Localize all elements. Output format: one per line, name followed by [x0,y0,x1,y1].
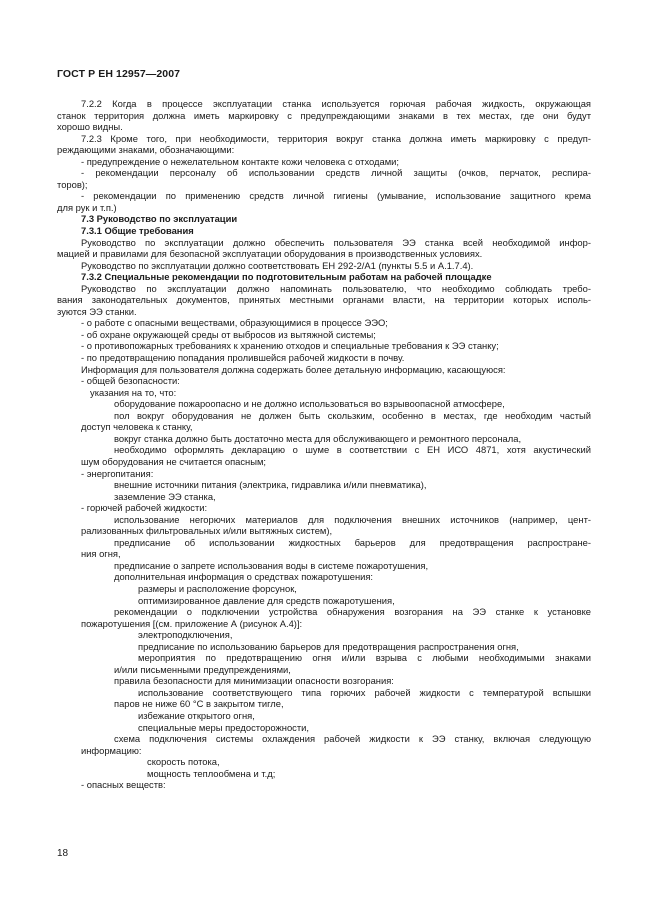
text-line: 7.2.2 Когда в процессе эксплуатации станка используется горючая рабочая жидкость, окружающая [81,98,591,109]
text-line: 7.3.1 Общие требования [81,225,194,237]
text-line: размеры и расположение форсунок, [138,582,297,594]
text-line: - о работе с опасными веществами, образующимися в процессе ЭЭО; [81,317,388,329]
text-line: и/или письменными предупреждениями, [114,663,291,675]
text-line: использование соответствующего типа горючих рабочей жидкости с температурой вспышки [138,686,591,698]
text-line: мероприятия по предотвращению огня и/или взрыва с любыми необходимыми знаками [138,652,591,664]
text-line: избежание открытого огня, [138,709,255,721]
text-line: рализованных фильтровальных и/или вытяжных систем), [81,525,333,537]
text-line: зуются ЭЭ станки. [57,305,137,317]
text-line: предписание об использовании жидкостных барьеров для предотвращения распростране- [114,536,591,548]
text-line: - рекомендации по применению средств личной гигиены (умывание, использование защитного крема [81,190,591,202]
text-line: Руководство по эксплуатации должно напоминать пользователю, что необходимо соблюдать требо- [81,282,591,294]
text-line: 7.3 Руководство по эксплуатации [81,213,238,225]
text-line: информацию: [81,744,142,756]
text-line: рекомендации о подключении устройства обнаружения возгорания на ЭЭ станке к установке [114,606,591,618]
text-line: - о противопожарных требованиях к хранению отходов и специальные требования к ЭЭ станку; [81,340,499,352]
text-line: специальные меры предосторожности, [138,721,309,733]
page-number: 18 [57,848,69,859]
text-line: необходимо оформлять декларацию о шуме в соответствии с ЕН ИСО 4871, хотя акустический [114,444,591,456]
text-line: - опасных веществ: [81,779,166,791]
text-line: схема подключения системы охлаждения рабочей жидкости к ЭЭ станку, включая следующую [114,733,591,745]
text-line: ния огня, [81,548,121,560]
text-line: Информация для пользователя должна содержать более детальную информацию, касающуюся: [81,363,506,375]
text-line: Руководство по эксплуатации должно соответствовать ЕН 292-2/А1 (пункты 5.5 и А.1.7.4). [81,259,474,271]
text-line: оборудование пожароопасно и не должно использоваться во взрывоопасной атмосфере, [114,398,505,410]
text-line: правила безопасности для минимизации опасности возгорания: [114,675,394,687]
text-line: указания на то, что: [90,386,177,398]
text-line: пожаротушения [(см. приложение А (рисунок А.4)]: [81,617,303,629]
text-line: Руководство по эксплуатации должно обеспечить пользователя ЭЭ станка всей необходимой инфор- [81,236,591,248]
document-header: ГОСТ Р ЕН 12957—2007 [57,68,181,80]
text-line: электроподключения, [138,629,233,641]
text-line: хорошо видны. [57,121,123,133]
text-line: - энергопитания: [81,467,154,479]
text-line: торов); [57,178,88,190]
text-line: доступ человека к станку, [81,421,193,433]
text-line: мощность теплообмена и т.д; [147,767,276,779]
text-line: 7.2.3 Кроме того, при необходимости, территория вокруг станка должна иметь маркировку с предуп- [81,132,591,144]
text-line: - рекомендации персоналу об использовании средств личной защиты (очков, перчаток, респира- [81,167,591,179]
text-line: внешние источники питания (электрика, гидравлика и/или пневматика), [114,479,427,491]
text-line: использование негорючих материалов для подключения внешних источников (например, цент- [114,513,591,525]
text-line: - предупреждение о нежелательном контакте кожи человека с отходами; [81,155,400,167]
text-line: мацией и правилами для безопасной эксплуатации оборудования в производственных условиях. [57,248,483,260]
text-line: оптимизированное давление для средств пожаротушения, [138,594,395,606]
text-line: предписание о запрете использования воды в системе пожаротушения, [114,559,429,571]
text-line: - горючей рабочей жидкости: [81,502,208,514]
text-line: - общей безопасности: [81,375,180,387]
text-line: вокруг станка должно быть достаточно места для обслуживающего и ремонтного персонала, [114,432,522,444]
text-line: заземление ЭЭ станка, [114,490,216,502]
text-line: предписание по использованию барьеров для предотвращения распространения огня, [138,640,519,652]
text-line: станок территория должна иметь маркировку с предупреждающими знаками в тех местах, где они будут [57,109,591,121]
text-line: пол вокруг оборудования не должен быть скользким, особенно в местах, где необходим частый [114,409,591,421]
text-line: для рук и т.п.) [57,201,117,213]
text-line: вания законодательных документов, принятых местными органами власти, на территории которых исполь- [57,294,591,306]
text-line: 7.3.2 Специальные рекомендации по подготовительным работам на рабочей площадке [81,271,492,283]
document-body [57,98,591,791]
text-line: - об охране окружающей среды от выбросов из вытяжной системы; [81,328,376,340]
text-line: шум оборудования не считается опасным; [81,455,267,467]
text-line: скорость потока, [147,756,220,768]
text-line: - по предотвращению попадания пролившейся рабочей жидкости в почву. [81,352,405,364]
text-line: дополнительная информация о средствах пожаротушения: [114,571,374,583]
text-line: паров не ниже 60 °С в закрытом тигле, [114,698,284,710]
text-line: реждающими знаками, обозначающими: [57,144,235,156]
